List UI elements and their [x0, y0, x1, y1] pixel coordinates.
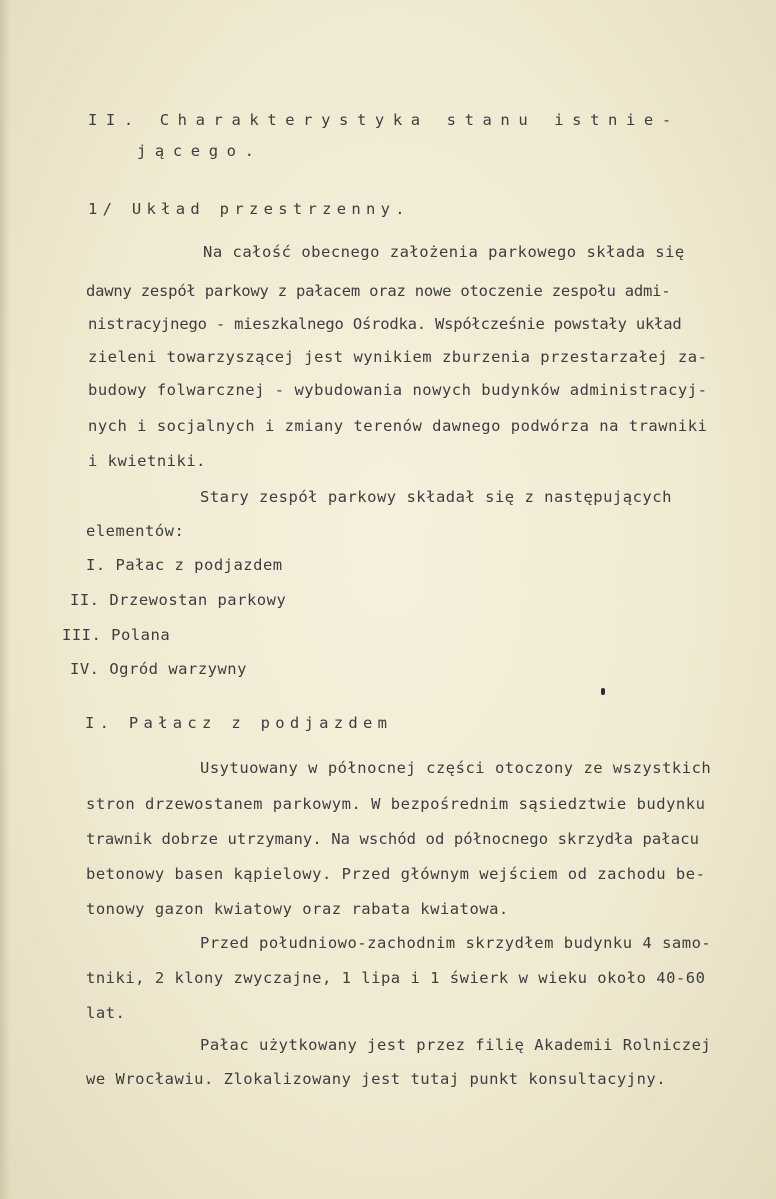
paragraph-line: i kwietniki.	[88, 452, 206, 470]
page-edge-shadow	[0, 0, 10, 1199]
paragraph-line: Przed południowo-zachodnim skrzydłem budynku 4 samo-	[200, 934, 712, 952]
paragraph-line: zieleni towarzyszącej jest wynikiem zburzenia przestarzałej za-	[88, 348, 708, 366]
paragraph-line: we Wrocławiu. Zlokalizowany jest tutaj punkt konsultacyjny.	[86, 1070, 667, 1088]
list-item: II. Drzewostan parkowy	[70, 591, 287, 609]
paragraph-line: dawny zespół parkowy z pałacem oraz nowe otoczenie zespołu admi-	[86, 282, 671, 300]
paragraph-line: elementów:	[86, 522, 185, 540]
paragraph-line: nych i socjalnych i zmiany terenów dawnego podwórza na trawniki	[88, 417, 708, 435]
paragraph-line: budowy folwarcznej - wybudowania nowych budynków administracyj-	[88, 381, 708, 399]
paragraph-line: Pałac użytkowany jest przez filię Akademii Rolniczej	[200, 1036, 712, 1054]
list-item: IV. Ogród warzywny	[70, 660, 247, 678]
paragraph-line: Stary zespół parkowy składał się z następujących	[200, 488, 672, 506]
ink-mark	[601, 688, 605, 695]
paragraph-line: trawnik dobrze utrzymany. Na wschód od północnego skrzydła pałacu	[86, 830, 700, 848]
subsection-heading: 1/ Układ przestrzenny.	[88, 200, 410, 218]
paragraph-line: stron drzewostanem parkowym. W bezpośrednim sąsiedztwie budynku	[86, 795, 706, 813]
list-item: III. Polana	[62, 626, 171, 644]
paragraph-line: tonowy gazon kwiatowy oraz rabata kwiatowa.	[86, 900, 509, 918]
paragraph-line: Usytuowany w północnej części otoczony ze wszystkich	[200, 759, 712, 777]
paragraph-line: nistracyjnego - mieszkalnego Ośrodka. Współcześnie powstały układ	[88, 315, 682, 333]
paragraph-line: tniki, 2 klony zwyczajne, 1 lipa i 1 świerk w wieku około 40-60	[86, 969, 706, 987]
subsection-heading: I. Pałacz z podjazdem	[85, 714, 393, 732]
paragraph-line: Na całość obecnego założenia parkowego składa się	[203, 243, 685, 261]
section-heading-line-2: jącego.	[137, 142, 263, 160]
paragraph-line: betonowy basen kąpielowy. Przed głównym wejściem od zachodu be-	[86, 865, 706, 883]
section-heading-line-1: II. Charakterystyka stanu istnie-	[88, 111, 680, 129]
paragraph-line: lat.	[86, 1004, 126, 1022]
list-item: I. Pałac z podjazdem	[86, 556, 283, 574]
